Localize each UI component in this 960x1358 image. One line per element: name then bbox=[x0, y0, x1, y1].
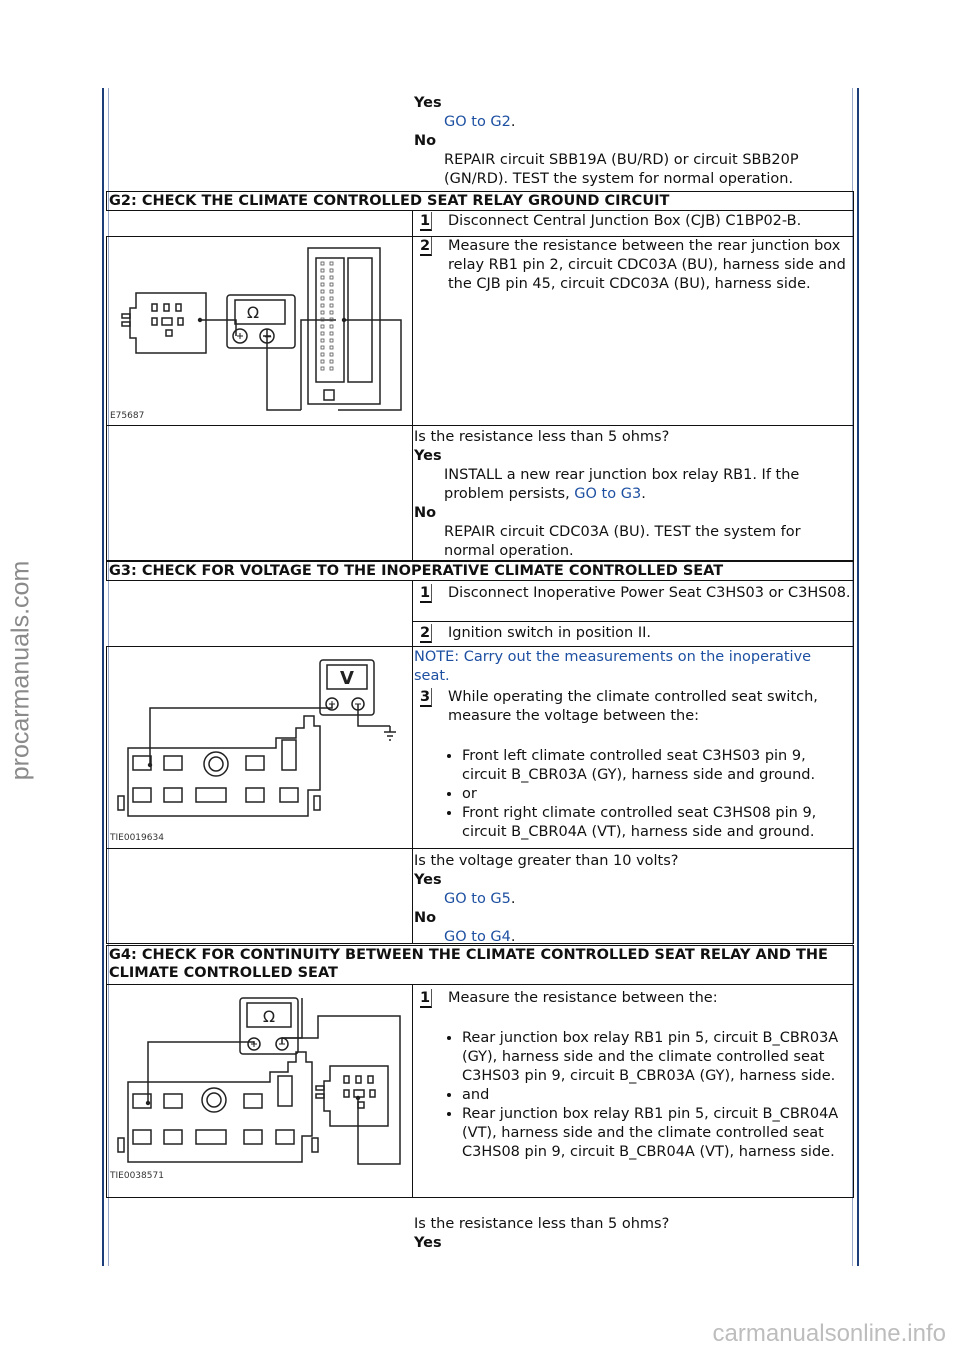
goto-g4-link[interactable]: GO to G4 bbox=[444, 929, 511, 945]
no-label: No bbox=[414, 910, 437, 926]
step-number: 2 bbox=[420, 625, 431, 641]
g3-result-left bbox=[106, 848, 413, 944]
step-number: 1 bbox=[420, 990, 431, 1006]
ohm-meter-symbol: Ω bbox=[246, 303, 260, 322]
list-item: • Front left climate controlled seat C3HS03 pin 9, circuit B_CBR03A (GY), harness side and ground. bbox=[462, 747, 852, 785]
side-watermark: procarmanuals.com bbox=[6, 560, 35, 780]
figure-id: E75687 bbox=[110, 411, 145, 421]
g3-step1: 1 Disconnect Inoperative Power Seat C3HS03 or C3HS08. bbox=[420, 585, 851, 601]
list-item: • or bbox=[462, 785, 852, 804]
footer-watermark: carmanualsonline.info bbox=[712, 1320, 946, 1347]
g1-result: Yes GO to G2. No REPAIR circuit SBB19A (BU/RD) or circuit SBB20P (GN/RD). TEST the system for normal operation. bbox=[414, 94, 850, 189]
g4-result bbox=[414, 1215, 850, 1253]
right-margin-rule bbox=[857, 88, 859, 1266]
g2-wiring-diagram bbox=[108, 238, 411, 424]
yes-label: Yes bbox=[414, 1235, 442, 1251]
g4-step1: 1 Measure the resistance between the: bbox=[420, 990, 718, 1006]
yes-label: Yes bbox=[414, 872, 442, 888]
g3-heading: G3: CHECK FOR VOLTAGE TO THE INOPERATIVE CLIMATE CONTROLLED SEAT bbox=[106, 561, 854, 581]
list-item: • Rear junction box relay RB1 pin 5, circuit B_CBR04A (VT), harness side and the climate controlled seat C3HS08 pin 9, circuit B_CBR04A (VT), harness side. bbox=[462, 1105, 852, 1162]
list-item: • and bbox=[462, 1086, 852, 1105]
g3-note: NOTE: Carry out the measurements on the inoperative seat. bbox=[414, 649, 812, 684]
g2-heading: G2: CHECK THE CLIMATE CONTROLLED SEAT RELAY GROUND CIRCUIT bbox=[106, 191, 854, 211]
list-item: • Front right climate controlled seat C3HS08 pin 9, circuit B_CBR04A (VT), harness side and ground. bbox=[462, 804, 852, 842]
figure-id: TIE0019634 bbox=[110, 833, 164, 843]
no-text: REPAIR circuit SBB19A (BU/RD) or circuit SBB20P (GN/RD). TEST the system for normal operation. bbox=[444, 152, 799, 187]
question: Is the voltage greater than 10 volts? bbox=[414, 853, 679, 869]
g2-step2: 2 Measure the resistance between the rear junction box relay RB1 pin 2, circuit CDC03A (BU), harness side and the CJB pin 45, circuit CDC03A (BU), harness side. bbox=[420, 238, 846, 292]
goto-g3-link[interactable]: GO to G3 bbox=[574, 486, 642, 502]
step-number: 1 bbox=[420, 213, 431, 229]
left-margin-rule bbox=[102, 88, 104, 1266]
step-number: 3 bbox=[420, 689, 431, 705]
g2-result-left bbox=[106, 425, 413, 561]
step-number: 1 bbox=[420, 585, 431, 601]
g3-step2: 2 Ignition switch in position II. bbox=[420, 625, 652, 641]
ohm-meter-symbol: Ω bbox=[262, 1007, 276, 1026]
no-text: REPAIR circuit CDC03A (BU). TEST the system for normal operation. bbox=[444, 524, 801, 559]
no-label: No bbox=[414, 505, 437, 521]
no-label: No bbox=[414, 133, 437, 149]
g3-result: Is the voltage greater than 10 volts? Yes GO to G5. No GO to G4. bbox=[414, 852, 850, 947]
figure-id: TIE0038571 bbox=[110, 1171, 164, 1181]
goto-g2-link[interactable]: GO to G2 bbox=[444, 114, 511, 130]
yes-label: Yes bbox=[414, 448, 442, 464]
g4-bullet-list bbox=[412, 1029, 852, 1162]
g3-step3: 3 While operating the climate controlled seat switch, measure the voltage between the: bbox=[420, 689, 818, 724]
g4-heading: G4: CHECK FOR CONTINUITY BETWEEN THE CLIMATE CONTROLLED SEAT RELAY AND THE CLIMATE CONTROLLED SEAT bbox=[106, 945, 854, 985]
g4-wiring-diagram bbox=[108, 986, 411, 1196]
g2-result: Is the resistance less than 5 ohms? Yes INSTALL a new rear junction box relay RB1. If the problem persists, GO to G3. No REPAIR circuit CDC03A (BU). TEST the system for normal operation. bbox=[414, 428, 850, 561]
g2-step1: 1 Disconnect Central Junction Box (CJB) C1BP02-B. bbox=[420, 213, 802, 229]
goto-g5-link[interactable]: GO to G5 bbox=[444, 891, 511, 907]
g3-wiring-diagram bbox=[108, 648, 411, 846]
step-number: 2 bbox=[420, 238, 431, 254]
voltmeter-symbol: V bbox=[340, 668, 354, 689]
yes-label: Yes bbox=[414, 95, 442, 111]
list-item: • Rear junction box relay RB1 pin 5, circuit B_CBR03A (GY), harness side and the climate controlled seat C3HS03 pin 9, circuit B_CBR03A (GY), harness side. bbox=[462, 1029, 852, 1086]
question: Is the resistance less than 5 ohms? bbox=[414, 1216, 670, 1232]
svg-text:−: − bbox=[264, 332, 273, 343]
g3-bullet-list bbox=[412, 747, 852, 842]
question: Is the resistance less than 5 ohms? bbox=[414, 429, 670, 445]
